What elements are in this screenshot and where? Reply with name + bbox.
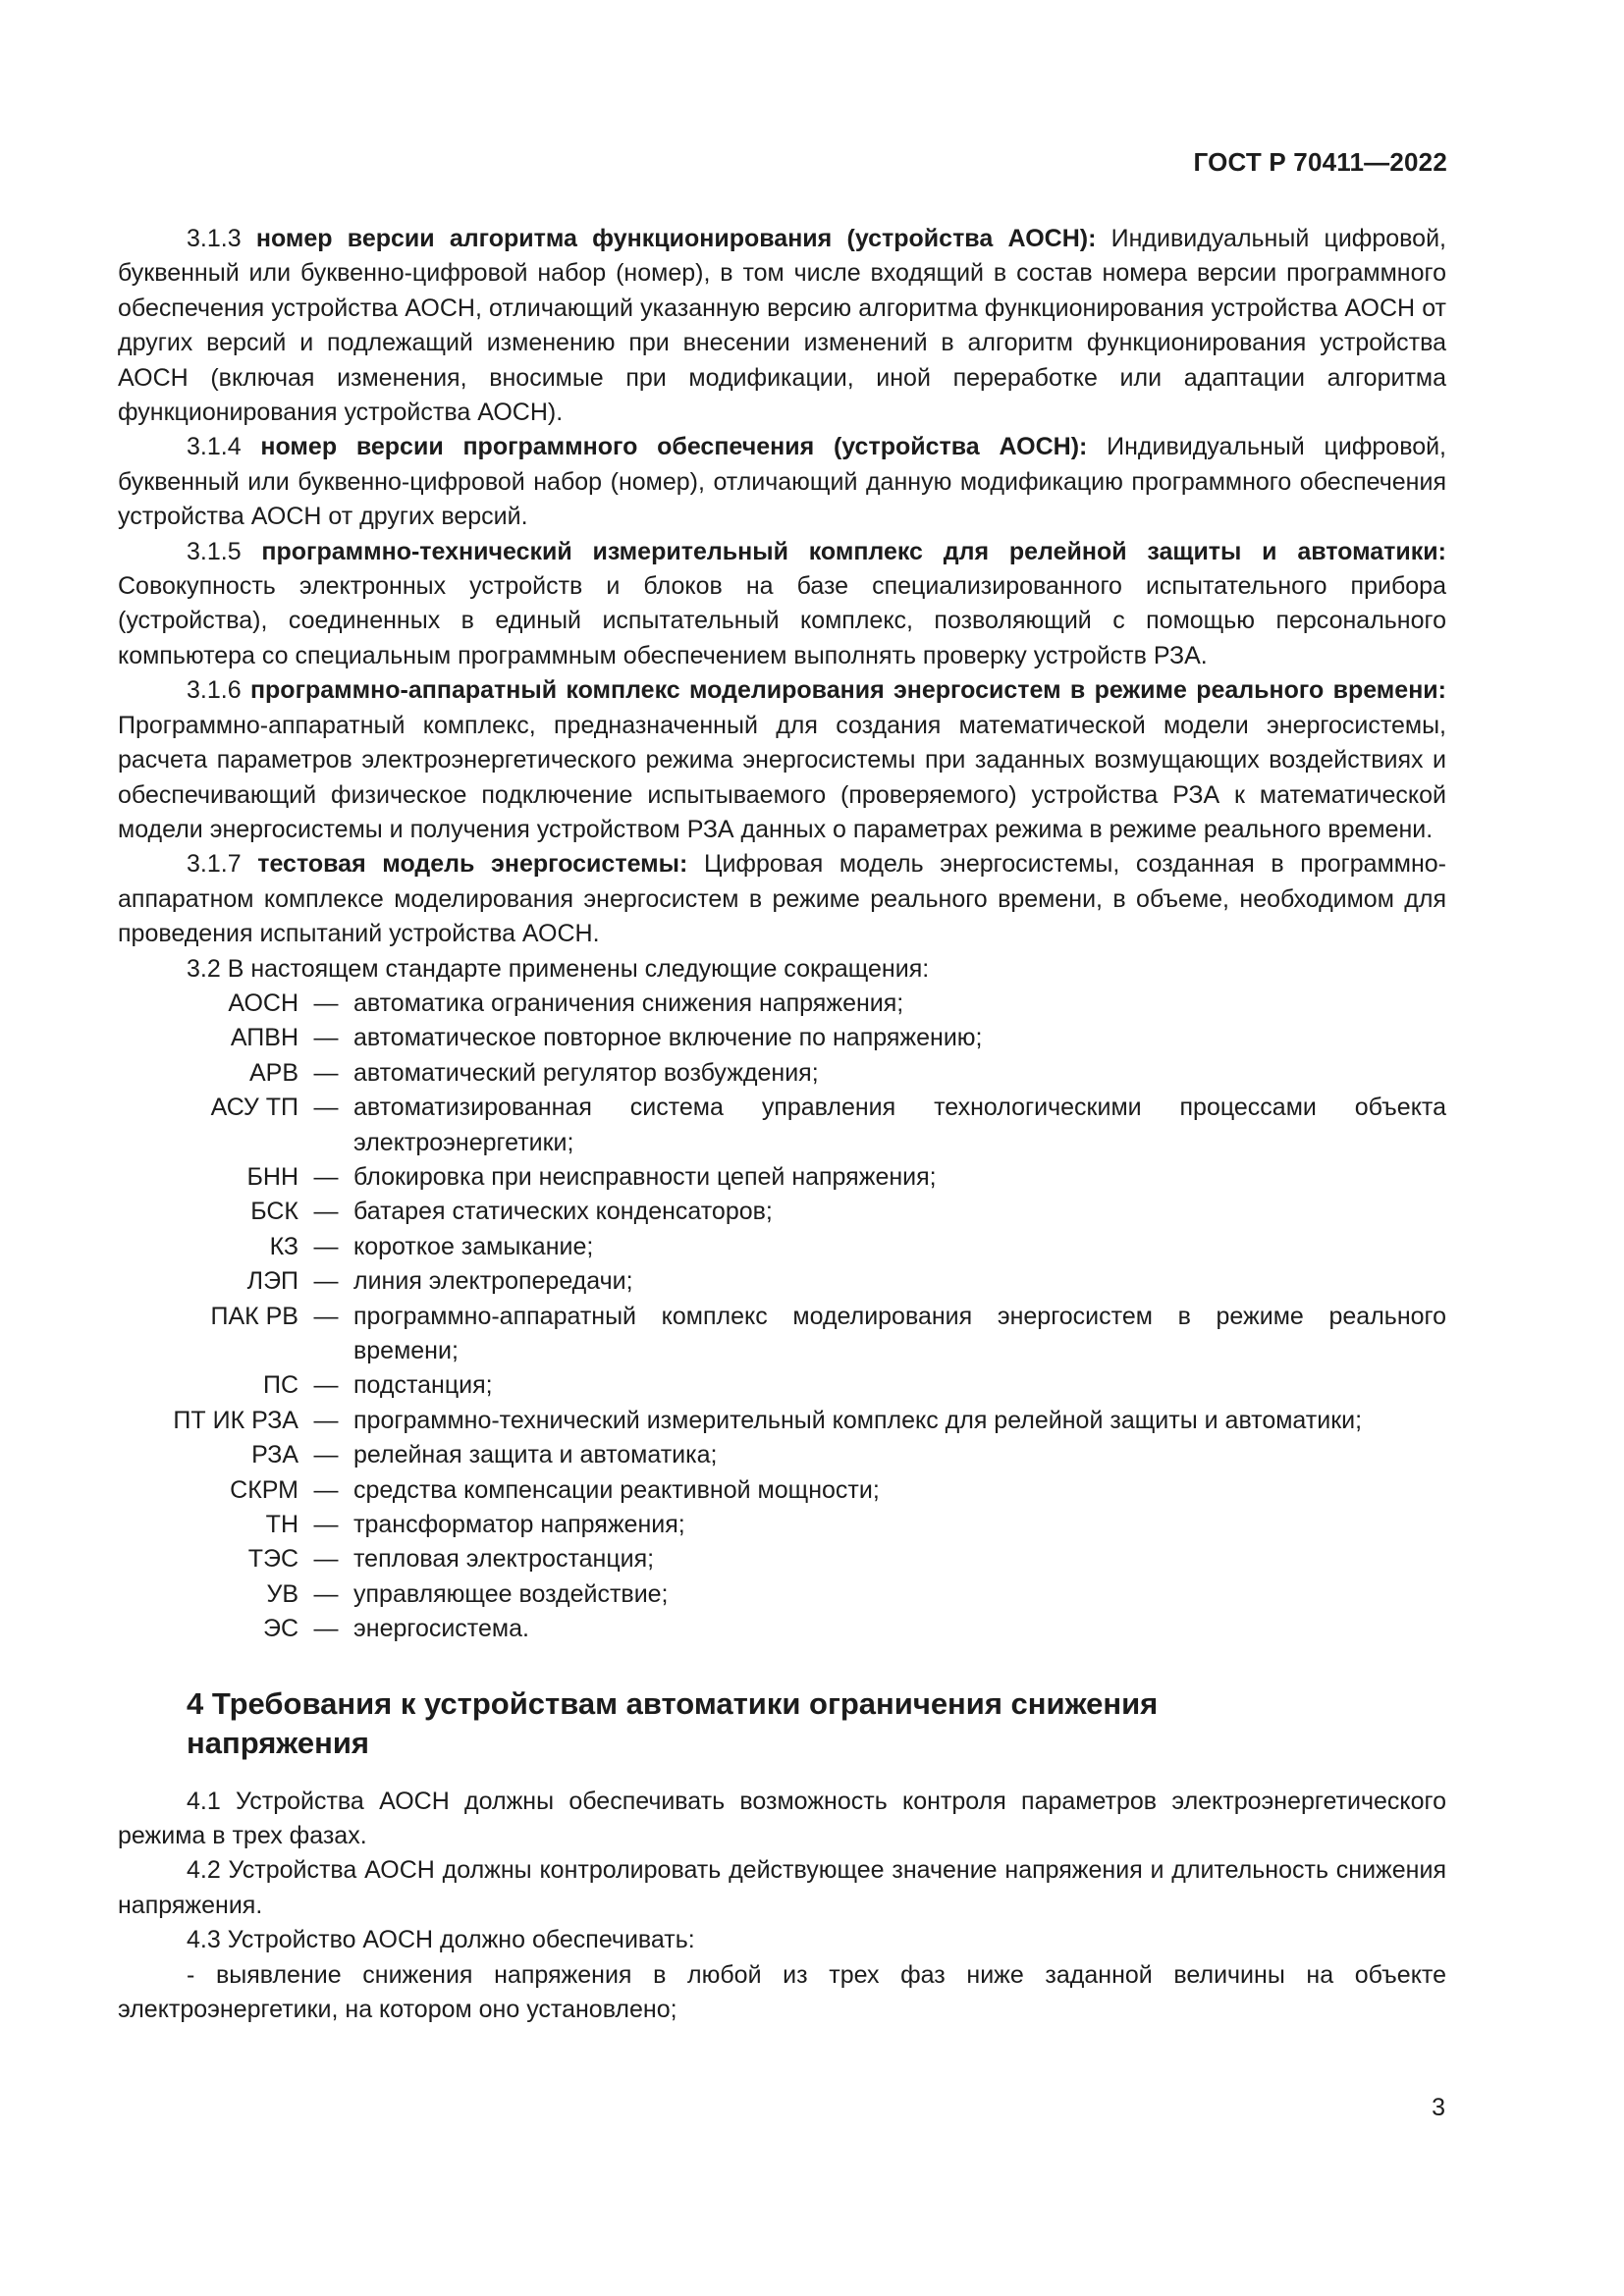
abbreviation-term: ТЭС <box>247 1545 298 1574</box>
abbreviation-row <box>118 1160 1446 1195</box>
clause-number: 3.1.5 <box>187 537 242 565</box>
abbreviation-definition: линия электропередачи; <box>353 1267 633 1296</box>
abbreviation-row <box>118 1091 1446 1160</box>
abbreviation-term: ПТ ИК РЗА <box>173 1406 298 1434</box>
abbreviation-row <box>118 1368 1446 1403</box>
abbreviation-row <box>118 1195 1446 1229</box>
abbreviation-dash: — <box>313 1371 339 1400</box>
clause-4-1: 4.1 Устройства АОСН должны обеспечивать возможность контроля параметров электроэнергетического режима в трех фазах. <box>118 1787 1446 1850</box>
document-body <box>118 222 1446 2028</box>
abbreviation-definition: подстанция; <box>353 1371 493 1400</box>
abbreviation-dash: — <box>313 1475 339 1504</box>
abbreviation-dash: — <box>313 1302 339 1330</box>
definition-text: Совокупность электронных устройств и блоков на базе специализированного испытательного прибора (устройства), соединенных в единый испытательный комплекс, позволяющий с помощью персонального компьютера со специальным программным обеспечением выполнять проверку устройств РЗА. <box>118 572 1446 669</box>
definition-3-1-3 <box>118 222 1446 430</box>
abbreviation-dash: — <box>313 1579 339 1608</box>
definition-text: Индивидуальный цифровой, буквенный или буквенно-цифровой набор (номер), отличающий данную модификацию программного обеспечения устройства АОСН от других версий. <box>118 433 1447 531</box>
abbreviation-definition: средства компенсации реактивной мощности; <box>353 1475 880 1504</box>
abbreviation-definition: автоматика ограничения снижения напряжения; <box>353 988 904 1017</box>
abbreviation-definition: автоматизированная система управления технологическими процессами объекта электроэнергетики; <box>353 1094 1446 1156</box>
abbreviation-term: КЗ <box>269 1232 298 1260</box>
defined-term: тестовая модель энергосистемы: <box>257 850 688 879</box>
abbreviation-dash: — <box>313 1162 339 1191</box>
definition-3-1-7 <box>118 847 1446 951</box>
abbreviation-row <box>118 1542 1446 1576</box>
defined-term: номер версии программного обеспечения (устройства АОСН): <box>260 433 1088 461</box>
abbreviation-row <box>118 1230 1446 1264</box>
abbreviation-row <box>118 1021 1446 1055</box>
abbreviation-definition: батарея статических конденсаторов; <box>353 1198 773 1226</box>
abbreviation-term: ЭС <box>262 1615 298 1643</box>
clause-number: 3.1.6 <box>187 676 242 705</box>
definition-3-1-5 <box>118 535 1446 674</box>
abbreviation-row <box>118 1056 1446 1091</box>
abbreviation-term: БСК <box>250 1198 298 1226</box>
abbreviation-dash: — <box>313 1441 339 1469</box>
clause-4-3-item: - выявление снижения напряжения в любой из трех фаз ниже заданной величины на объекте электроэнергетики, на котором оно установлено; <box>118 1960 1446 2024</box>
abbreviation-term: ТН <box>265 1511 298 1539</box>
clause-number: 3.1.7 <box>187 850 242 879</box>
abbreviation-term: ПАК РВ <box>210 1302 298 1330</box>
abbreviation-dash: — <box>313 1406 339 1434</box>
abbreviation-term: СКРМ <box>230 1475 298 1504</box>
abbreviations-list <box>118 987 1446 1647</box>
abbreviations-intro: 3.2 В настоящем стандарте применены следующие сокращения: <box>187 954 930 983</box>
abbreviation-definition: короткое замыкание; <box>353 1232 594 1260</box>
abbreviation-term: РЗА <box>251 1441 298 1469</box>
definition-text: Цифровая модель энергосистемы, созданная в программно-аппаратном комплексе моделирования энергосистем в режиме реального времени, в объеме, необходимом для проведения испытаний устройства АОСН. <box>118 850 1446 948</box>
abbreviation-definition: автоматический регулятор возбуждения; <box>353 1058 819 1087</box>
abbreviation-dash: — <box>313 1024 339 1052</box>
clause-number: 3.1.4 <box>187 433 242 461</box>
abbreviation-row <box>118 1577 1446 1612</box>
abbreviation-dash: — <box>313 1232 339 1260</box>
abbreviation-row <box>118 1300 1446 1369</box>
definition-text: Индивидуальный цифровой, буквенный или буквенно-цифровой набор (номер), в том числе входящий в состав номера версии программного обеспечения устройства АОСН, отличающий указанную версию алгоритма функционирования устройства АОСН от других версий и подлежащий изменению при внесении изменений в алгоритм функционирования устройства АОСН (включая изменения, вносимые при модификации, иной переработке или адаптации алгоритма функционирования устройства АОСН). <box>118 225 1446 427</box>
defined-term: программно-технический измерительный комплекс для релейной защиты и автоматики: <box>261 537 1446 565</box>
abbreviation-row <box>118 1508 1446 1542</box>
abbreviation-definition: управляющее воздействие; <box>353 1579 669 1608</box>
abbreviation-term: АСУ ТП <box>210 1094 298 1122</box>
document-header: ГОСТ Р 70411—2022 <box>1193 147 1447 177</box>
abbreviation-dash: — <box>313 1511 339 1539</box>
abbreviation-term: АРВ <box>248 1058 298 1087</box>
abbreviation-row <box>118 1264 1446 1299</box>
abbreviation-row <box>118 1612 1446 1646</box>
abbreviation-term: ЛЭП <box>246 1267 298 1296</box>
abbreviation-dash: — <box>313 1198 339 1226</box>
abbreviation-term: АОСН <box>228 988 298 1017</box>
definition-3-1-4 <box>118 430 1446 534</box>
abbreviation-definition: блокировка при неисправности цепей напряжения; <box>353 1162 937 1191</box>
abbreviation-term: УВ <box>266 1579 298 1608</box>
page-number: 3 <box>1432 2094 1445 2121</box>
abbreviation-term: ПС <box>262 1371 298 1400</box>
defined-term: программно-аппаратный комплекс моделирования энергосистем в режиме реального времени: <box>249 676 1446 705</box>
abbreviation-dash: — <box>313 1058 339 1087</box>
definition-text: Программно-аппаратный комплекс, предназначенный для создания математической модели энергосистемы, расчета параметров электроэнергетического режима энергосистемы при заданных возмущающих воздействиях и обеспечивающий физическое подключение испытываемого (проверяемого) устройства РЗА к математической модели энергосистемы и получения устройством РЗА данных о параметрах режима в режиме реального времени. <box>118 711 1446 843</box>
abbreviation-row <box>118 987 1446 1021</box>
abbreviation-row <box>118 1438 1446 1472</box>
abbreviation-dash: — <box>313 988 339 1017</box>
defined-term: номер версии алгоритма функционирования (устройства АОСН): <box>255 225 1097 252</box>
abbreviation-definition: тепловая электростанция; <box>353 1545 655 1574</box>
abbreviation-dash: — <box>313 1615 339 1643</box>
section-4-heading: 4 Требования к устройствам автоматики ограничения снижения напряжения <box>187 1685 1159 1760</box>
abbreviation-dash: — <box>313 1094 339 1122</box>
abbreviation-term: БНН <box>246 1162 298 1191</box>
definition-3-1-6 <box>118 673 1446 847</box>
abbreviation-dash: — <box>313 1545 339 1574</box>
abbreviation-term: АПВН <box>230 1024 298 1052</box>
abbreviation-definition: программно-аппаратный комплекс моделирования энергосистем в режиме реального времени; <box>353 1302 1446 1364</box>
abbreviation-definition: программно-технический измерительный комплекс для релейной защиты и автоматики; <box>353 1406 1363 1434</box>
abbreviation-row <box>118 1404 1446 1438</box>
abbreviation-definition: энергосистема. <box>353 1615 529 1643</box>
abbreviation-dash: — <box>313 1267 339 1296</box>
abbreviation-row <box>118 1473 1446 1508</box>
abbreviation-definition: автоматическое повторное включение по напряжению; <box>353 1024 983 1052</box>
abbreviation-definition: трансформатор напряжения; <box>353 1511 685 1539</box>
clause-4-2: 4.2 Устройства АОСН должны контролировать действующее значение напряжения и длительность снижения напряжения. <box>118 1856 1446 1919</box>
clause-4-3: 4.3 Устройство АОСН должно обеспечивать: <box>187 1926 695 1954</box>
abbreviation-definition: релейная защита и автоматика; <box>353 1441 718 1469</box>
clause-number: 3.1.3 <box>187 225 242 252</box>
